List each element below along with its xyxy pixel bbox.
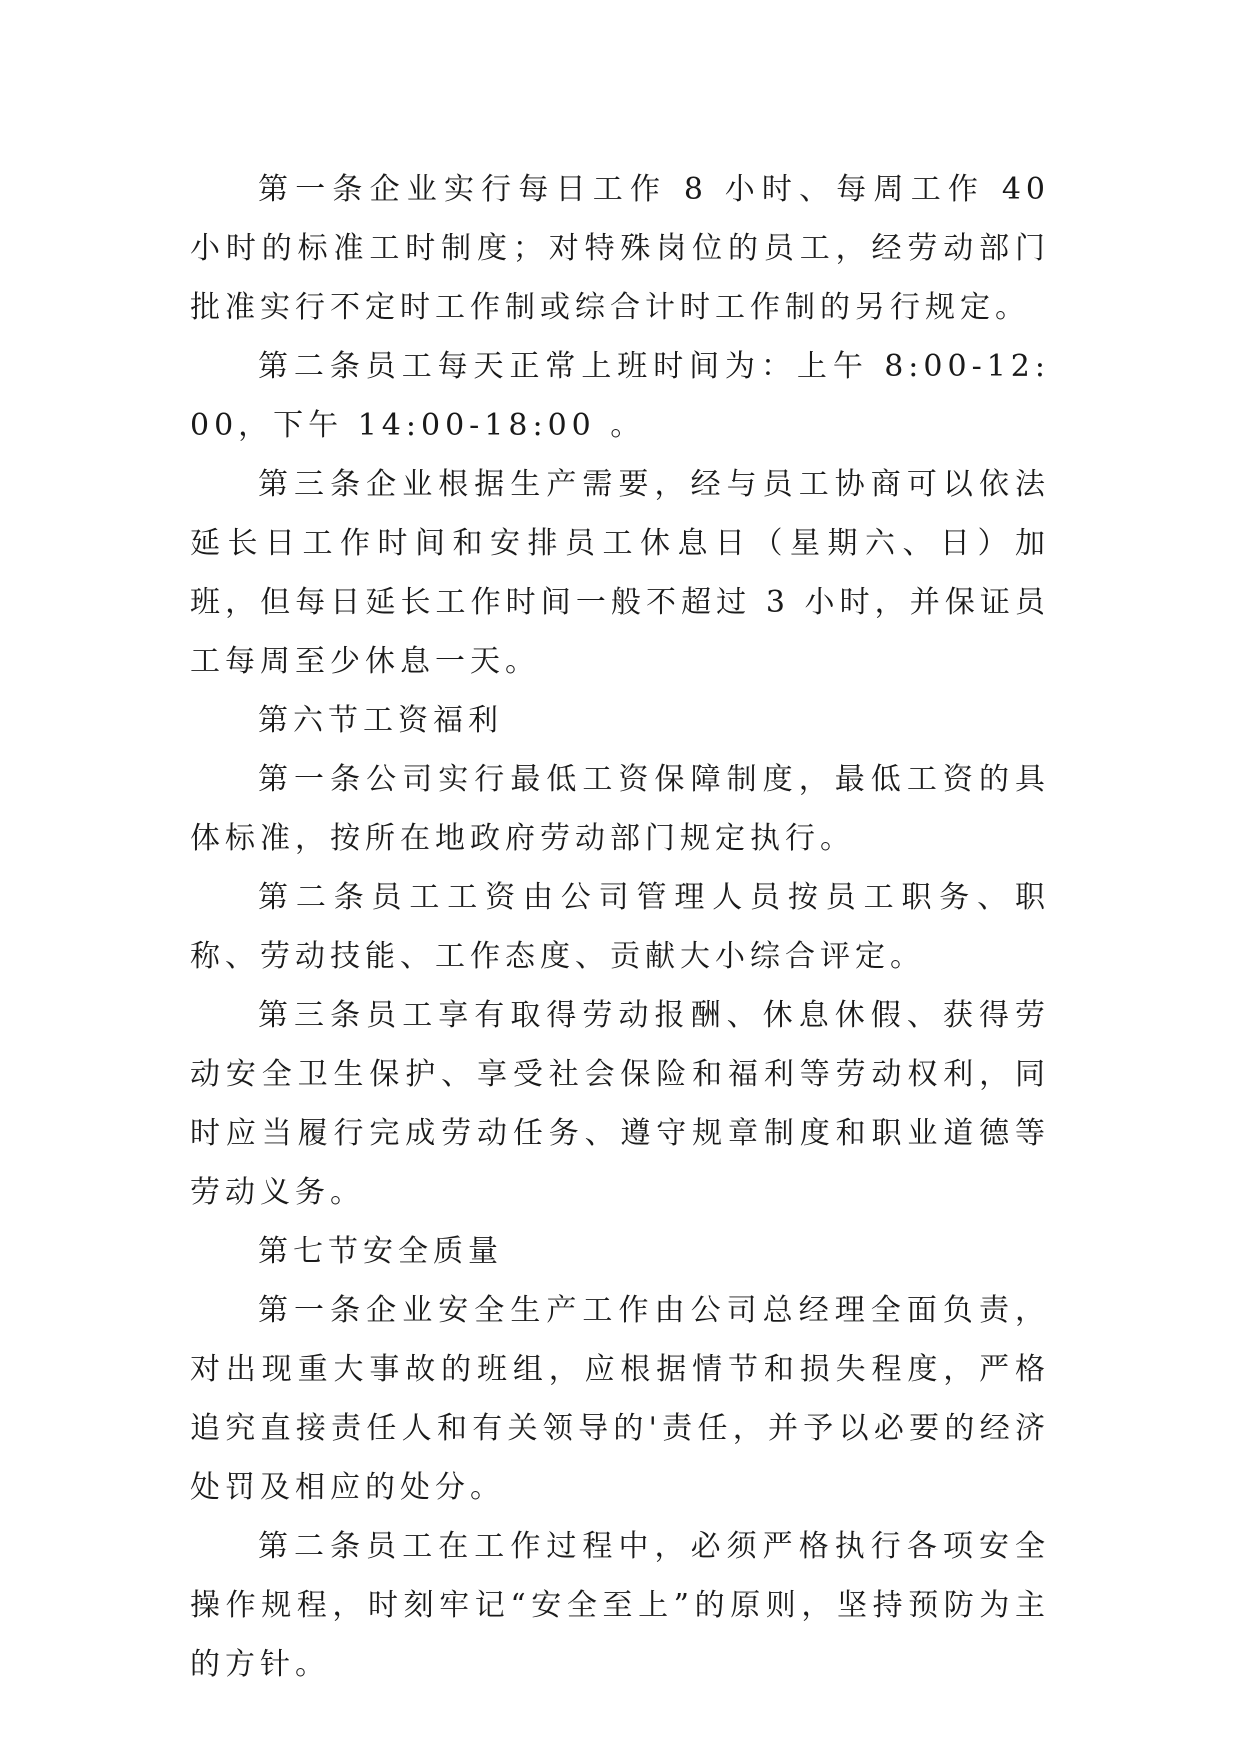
document-body: [190, 160, 1065, 1694]
paragraph-working-hours-standard: 第一条企业实行每日工作 8 小时、每周工作 40 小时的标准工时制度；对特殊岗位的员工，经劳动部门批准实行不定时工作制或综合计时工作制的另行规定。: [190, 172, 1065, 325]
paragraph-safety-rules: 第二条员工在工作过程中，必须严格执行各项安全操作规程，时刻牢记“安全至上”的原则，坚持预防为主的方针。: [190, 1529, 1050, 1682]
paragraph-minimum-wage: 第一条公司实行最低工资保障制度，最低工资的具体标准，按所在地政府劳动部门规定执行。: [190, 762, 1050, 856]
paragraph-wage-evaluation: 第二条员工工资由公司管理人员按员工职务、职称、劳动技能、工作态度、贡献大小综合评定。: [190, 880, 1050, 974]
paragraph-overtime: 第三条企业根据生产需要，经与员工协商可以依法延长日工作时间和安排员工休息日（星期六、日）加班，但每日延长工作时间一般不超过 3 小时，并保证员工每周至少休息一天。: [190, 467, 1050, 679]
paragraph-employee-rights: 第三条员工享有取得劳动报酬、休息休假、获得劳动安全卫生保护、享受社会保险和福利等劳动权利，同时应当履行完成劳动任务、遵守规章制度和职业道德等劳动义务。: [190, 998, 1050, 1210]
paragraph-safety-responsibility: 第一条企业安全生产工作由公司总经理全面负责，对出现重大事故的班组，应根据情节和损失程度，严格追究直接责任人和有关领导的'责任，并予以必要的经济处罚及相应的处分。: [190, 1293, 1050, 1505]
section-heading-wages-benefits: 第六节工资福利: [258, 703, 503, 738]
section-heading-safety-quality: 第七节安全质量: [258, 1234, 503, 1269]
paragraph-working-schedule: 第二条员工每天正常上班时间为：上午 8:00-12:00，下午 14:00-18:00 。: [190, 349, 1050, 443]
